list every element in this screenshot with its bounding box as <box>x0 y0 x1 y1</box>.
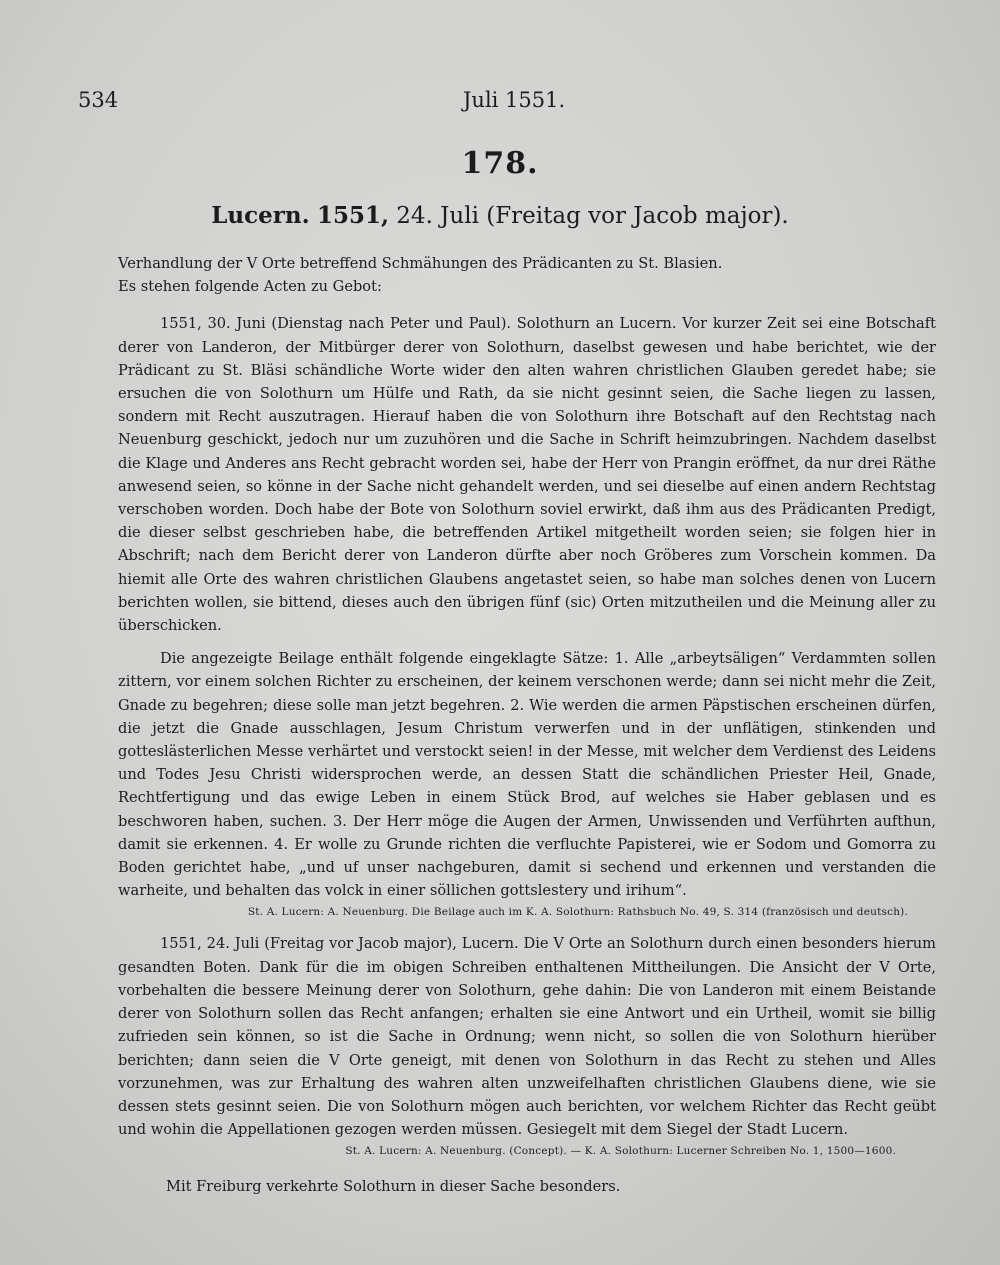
heading-place: Lucern. <box>211 202 310 229</box>
source-note: St. A. Lucern: A. Neuenburg. Die Beilage auch im K. A. Solothurn: Rathsbuch No. 49, S. 314 (französisch und deutsch). <box>247 906 908 919</box>
document-body <box>118 252 936 1199</box>
heading-date: 24. Juli (Freitag vor Jacob major). <box>396 203 789 229</box>
running-head <box>78 82 938 118</box>
subject-line: Verhandlung der V Orte betreffend Schmähungen des Prädicanten zu St. Blasien. <box>118 255 723 272</box>
paragraph-v-orte-reply: 1551, 24. Juli (Freitag vor Jacob major), Lucern. Die V Orte an Solothurn durch einen besonders hierum gesandten Boten. Dank für die im obigen Schreiben enthaltenen Mittheilungen. Die Ansicht der V Orte, vorbehalten die bessere Meinung derer von Solothurn, gehe dahin: Die von Landeron mit einem Beistande derer von Solothurn sollen das Recht anfangen; erhalten sie eine Antwort und ein Urtheil, womit sie billig zufrieden sein können, so ist die Sache in Ordnung; wenn nicht, so sollen die von Solothurn hierüber berichten; dann seien die V Orte geneigt, mit denen von Solothurn in das Recht zu stehen und Alles vorzunehmen, was zur Erhaltung des wahren alten unzweifelhaften christlichen Glaubens diene, wie sie dessen stets gesinnt seien. Die von Solothurn mögen auch berichten, vor welchem Richter das Recht geübt und wohin die Appellationen gezogen werden müssen. Gesiegelt mit dem Siegel der Stadt Lucern. <box>118 935 936 1139</box>
page-number: 534 <box>78 88 119 112</box>
heading-year: 1551, <box>316 202 389 229</box>
acts-intro: Es stehen folgende Acten zu Gebot: <box>118 278 382 296</box>
source-note: St. A. Lucern: A. Neuenburg. (Concept). — K. A. Solothurn: Lucerner Schreiben No. 1, 1500—1600. <box>345 1145 896 1158</box>
paragraph-solothurn-letter: 1551, 30. Juni (Dienstag nach Peter und Paul). Solothurn an Lucern. Vor kurzer Zeit sei eine Botschaft derer von Landeron, der Mitbürger derer von Solothurn, daselbst gewesen und habe berichtet, wie der Prädicant zu St. Bläsi schändliche Worte wider den alten wahren christlichen Glauben geredet habe; sie ersuchen die von Solothurn um Hülfe und Rath, da sie nicht gesinnt seien, die Sache liegen zu lassen, sondern mit Recht auszutragen. Hierauf haben die von Solothurn ihre Botschaft auf den Rechtstag nach Neuenburg geschickt, jedoch nur um zuzuhören und die Sache in Schrift heimzubringen. Nachdem daselbst die Klage und Anderes ans Recht gebracht worden sei, habe der Herr von Prangin eröffnet, da nur drei Räthe anwesend seien, so könne in der Sache nicht gehandelt werden, und sei dieselbe auf einen andern Rechtstag verschoben worden. Doch habe der Bote von Solothurn soviel erwirkt, daß ihm aus des Prädicanten Predigt, die dieser selbst geschrieben habe, die betreffenden Artikel mitgetheilt worden seien; sie folgen hier in Abschrift; nach dem Bericht derer von Landeron dürfte aber noch Gröberes zum Vorschein kommen. Da hiemit alle Orte des wahren christlichen Glaubens angetastet seien, so habe man solches denen von Lucern berichten wollen, sie bittend, dieses auch den übrigen fünf (sic) Orten mitzutheilen und die Meinung aller zu überschicken. <box>118 315 936 635</box>
document-heading <box>0 202 1000 229</box>
paragraph-enclosure: Die angezeigte Beilage enthält folgende eingeklagte Sätze: 1. Alle „arbeytsäligen“ Verdammten sollen zittern, vor einem solchen Richter zu erscheinen, der keinem verschonen werde; dann sei nicht mehr die Zeit, Gnade zu begehren; diese solle man jetzt begehren. 2. Wie werden die armen Päpstischen erscheinen dürfen, die jetzt die Gnade ausschlagen, Jesum Christum verwerfen und in der unflätigen, stinkenden und gotteslästerlichen Messe verhärtet und verstockt seien! in der Messe, mit welcher dem Verdienst des Leidens und Todes Jesu Christi widersprochen werde, an dessen Statt die schändlichen Priester Heil, Gnade, Rechtfertigung und das ewige Leben in einem Stück Brod, auf welches sie Haber geblasen und es beschworen haben, suchen. 3. Der Herr möge die Augen der Armen, Unwissenden und Verführten aufthun, damit sie erkennen. 4. Er wolle zu Grunde richten die verfluchte Papisterei, wie er Sodom und Gomorra zu Boden gerichtet habe, „und uf unser nachgeburen, damit si sechend und erkennen und verstanden die warheite, und behalten das volck in einer söllichen gottslestery und irihum“. <box>118 650 936 900</box>
running-title: Juli 1551. <box>463 88 566 112</box>
closing-note: Mit Freiburg verkehrte Solothurn in dieser Sache besonders. <box>166 1178 621 1196</box>
document-number: 178. <box>461 146 539 181</box>
